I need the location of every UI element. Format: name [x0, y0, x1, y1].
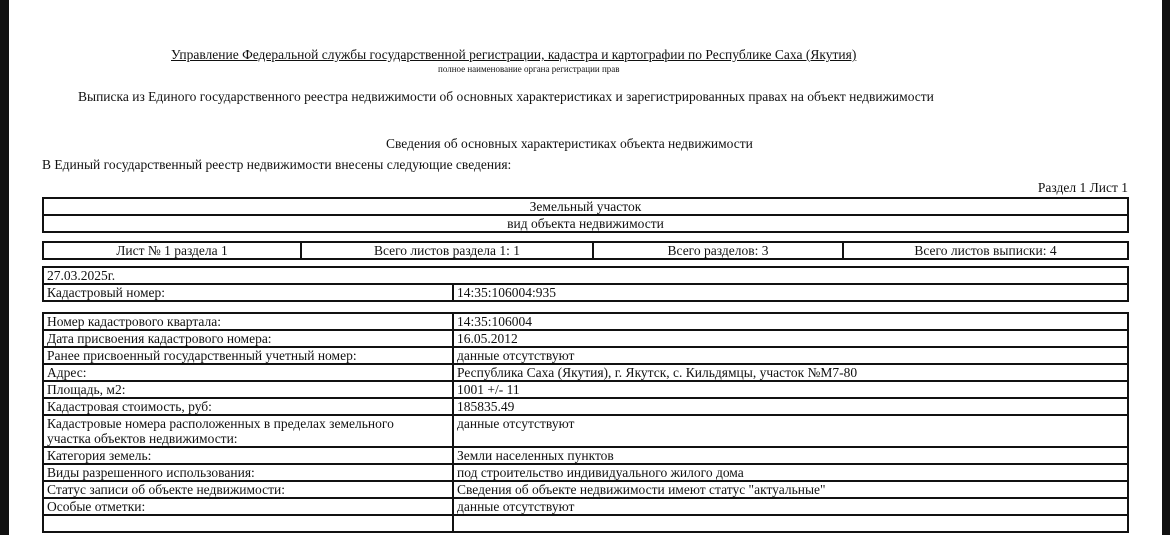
section-sheets-total: Всего листов раздела 1: 1 — [301, 242, 593, 259]
table-row — [43, 447, 1128, 464]
row-label: Категория земель: — [43, 447, 453, 464]
row-value: 1001 +/- 11 — [453, 381, 1128, 398]
extract-date: 27.03.2025г. — [43, 267, 1128, 284]
document-title: Выписка из Единого государственного реестра недвижимости об основных характеристиках и зарегистрированных правах на объект недвижимости — [78, 89, 934, 104]
object-type: Земельный участок — [43, 198, 1128, 215]
row-label: Кадастровые номера расположенных в пределах земельного участка объектов недвижимости: — [43, 415, 453, 447]
sections-total: Всего разделов: 3 — [593, 242, 843, 259]
row-value: под строительство индивидуального жилого дома — [453, 464, 1128, 481]
row-label — [43, 515, 453, 532]
row-label: Номер кадастрового квартала: — [43, 313, 453, 330]
characteristics-table — [42, 312, 1129, 533]
table-row — [43, 498, 1128, 515]
table-row — [43, 398, 1128, 415]
authority-caption: полное наименование органа регистрации прав — [438, 64, 620, 74]
table-row — [43, 481, 1128, 498]
row-value: Земли населенных пунктов — [453, 447, 1128, 464]
table-row — [43, 330, 1128, 347]
cadastral-number-value: 14:35:106004:935 — [453, 284, 1128, 301]
row-value: 16.05.2012 — [453, 330, 1128, 347]
row-label: Кадастровая стоимость, руб: — [43, 398, 453, 415]
intro-text: В Единый государственный реестр недвижимости внесены следующие сведения: — [42, 157, 512, 172]
row-label: Площадь, м2: — [43, 381, 453, 398]
row-label: Ранее присвоенный государственный учетный номер: — [43, 347, 453, 364]
table-row — [43, 415, 1128, 447]
authority-name: Управление Федеральной службы государственной регистрации, кадастра и картографии по Республике Саха (Якутия) — [171, 47, 857, 62]
row-label: Виды разрешенного использования: — [43, 464, 453, 481]
document-page — [9, 0, 1162, 535]
row-value: 185835.49 — [453, 398, 1128, 415]
section-title: Сведения об основных характеристиках объекта недвижимости — [386, 136, 753, 151]
section-reference: Раздел 1 Лист 1 — [1037, 180, 1128, 195]
table-row — [43, 464, 1128, 481]
object-type-caption: вид объекта недвижимости — [43, 215, 1128, 232]
row-value: Республика Саха (Якутия), г. Якутск, с. Кильдямцы, участок №М7-80 — [453, 364, 1128, 381]
table-row — [43, 381, 1128, 398]
header-info-table — [42, 266, 1129, 302]
row-label: Адрес: — [43, 364, 453, 381]
row-value: 14:35:106004 — [453, 313, 1128, 330]
table-row — [43, 347, 1128, 364]
row-label: Дата присвоения кадастрового номера: — [43, 330, 453, 347]
row-value: данные отсутствуют — [453, 498, 1128, 515]
row-value: данные отсутствуют — [453, 415, 1128, 447]
extract-sheets-total: Всего листов выписки: 4 — [843, 242, 1128, 259]
table-row — [43, 313, 1128, 330]
row-value — [453, 515, 1128, 532]
row-value: Сведения об объекте недвижимости имеют статус "актуальные" — [453, 481, 1128, 498]
table-row — [43, 515, 1128, 532]
sheet-number: Лист № 1 раздела 1 — [43, 242, 301, 259]
table-row — [43, 364, 1128, 381]
sheet-info-table — [42, 241, 1129, 260]
object-type-table — [42, 197, 1129, 233]
row-label: Статус записи об объекте недвижимости: — [43, 481, 453, 498]
cadastral-number-label: Кадастровый номер: — [43, 284, 453, 301]
row-value: данные отсутствуют — [453, 347, 1128, 364]
row-label: Особые отметки: — [43, 498, 453, 515]
